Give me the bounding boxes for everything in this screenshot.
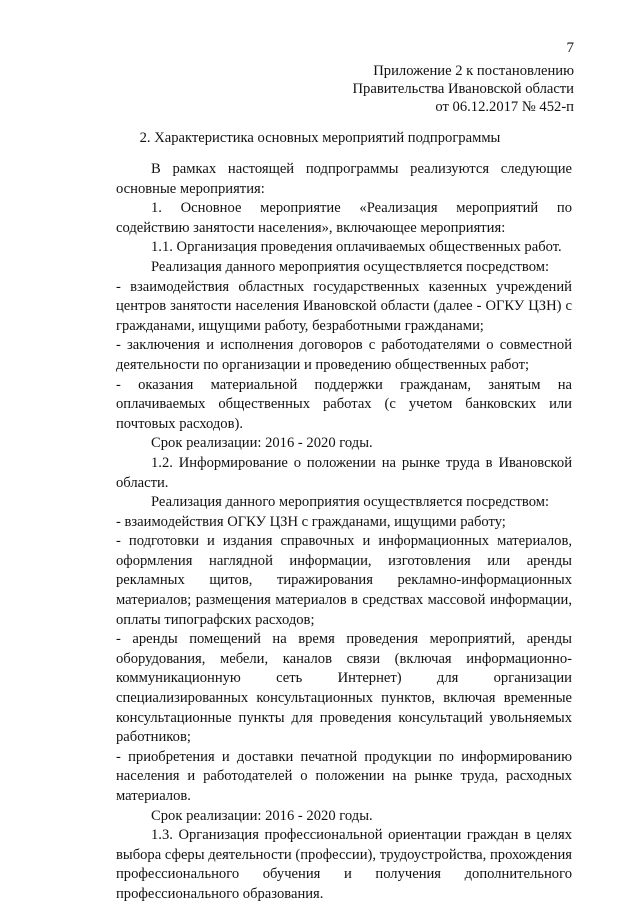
document-header bbox=[353, 62, 574, 116]
paragraph: - подготовки и издания справочных и информационных материалов, оформления наглядной информации, изготовления или аренды рекламных щитов, тиражирования рекламно-информационных материалов; размещения материалов в средствах массовой информации, оплаты типографских расходов; bbox=[116, 533, 572, 628]
paragraph: - взаимодействия ОГКУ ЦЗН с гражданами, ищущими работу; bbox=[116, 513, 506, 530]
paragraph: Реализация данного мероприятия осуществляется посредством: bbox=[151, 494, 550, 511]
header-line: Правительства Ивановской области bbox=[352, 81, 574, 97]
paragraph: Срок реализации: 2016 - 2020 годы. bbox=[151, 807, 373, 824]
paragraph: Реализация данного мероприятия осуществляется посредством: bbox=[151, 258, 550, 275]
paragraph: 1.3. Организация профессиональной ориентации граждан в целях выбора сферы деятельности (профессии), трудоустройства, прохождения профессионального обучения и получения дополнительного профессионального образования. bbox=[116, 827, 572, 902]
paragraph: 1.1. Организация проведения оплачиваемых общественных работ. bbox=[151, 239, 562, 256]
paragraph: В рамках настоящей подпрограммы реализуются следующие основные мероприятия: bbox=[116, 161, 572, 197]
paragraph: - оказания материальной поддержки гражданам, занятым на оплачиваемых общественных работах (с учетом банковских или почтовых расходов). bbox=[116, 376, 572, 432]
paragraph: 1. Основное мероприятие «Реализация мероприятий по содействию занятости населения», включающее мероприятия: bbox=[116, 200, 572, 236]
paragraph: 1.2. Информирование о положении на рынке труда в Ивановской области. bbox=[116, 454, 572, 491]
section-title: 2. Характеристика основных мероприятий подпрограммы bbox=[139, 130, 501, 146]
header-line: от 06.12.2017 № 452-п bbox=[435, 99, 574, 115]
paragraph: - заключения и исполнения договоров с работодателями о совместной деятельности по организации и проведению общественных работ; bbox=[116, 337, 572, 373]
paragraph: - взаимодействия областных государственных казенных учреждений центров занятости населения Ивановской области (далее - ОГКУ ЦЗН) с гражданами, ищущими работу, безработными гражданами; bbox=[116, 278, 572, 334]
header-line: Приложение 2 к постановлению bbox=[373, 63, 574, 79]
paragraph: - приобретения и доставки печатной продукции по информированию населения и работодателей о положении на рынке труда, расходных материалов. bbox=[116, 748, 572, 804]
document-body bbox=[116, 160, 572, 905]
page-number: 7 bbox=[566, 40, 574, 56]
paragraph: - аренды помещений на время проведения мероприятий, аренды оборудования, мебели, каналов связи (включая информационно-коммуникационную сеть Интернет) для организации специализированных консультационных пунктов, включая временные консультационные пункты для проведения консультаций увольняемых работников; bbox=[116, 631, 572, 746]
paragraph: Срок реализации: 2016 - 2020 годы. bbox=[151, 435, 373, 452]
